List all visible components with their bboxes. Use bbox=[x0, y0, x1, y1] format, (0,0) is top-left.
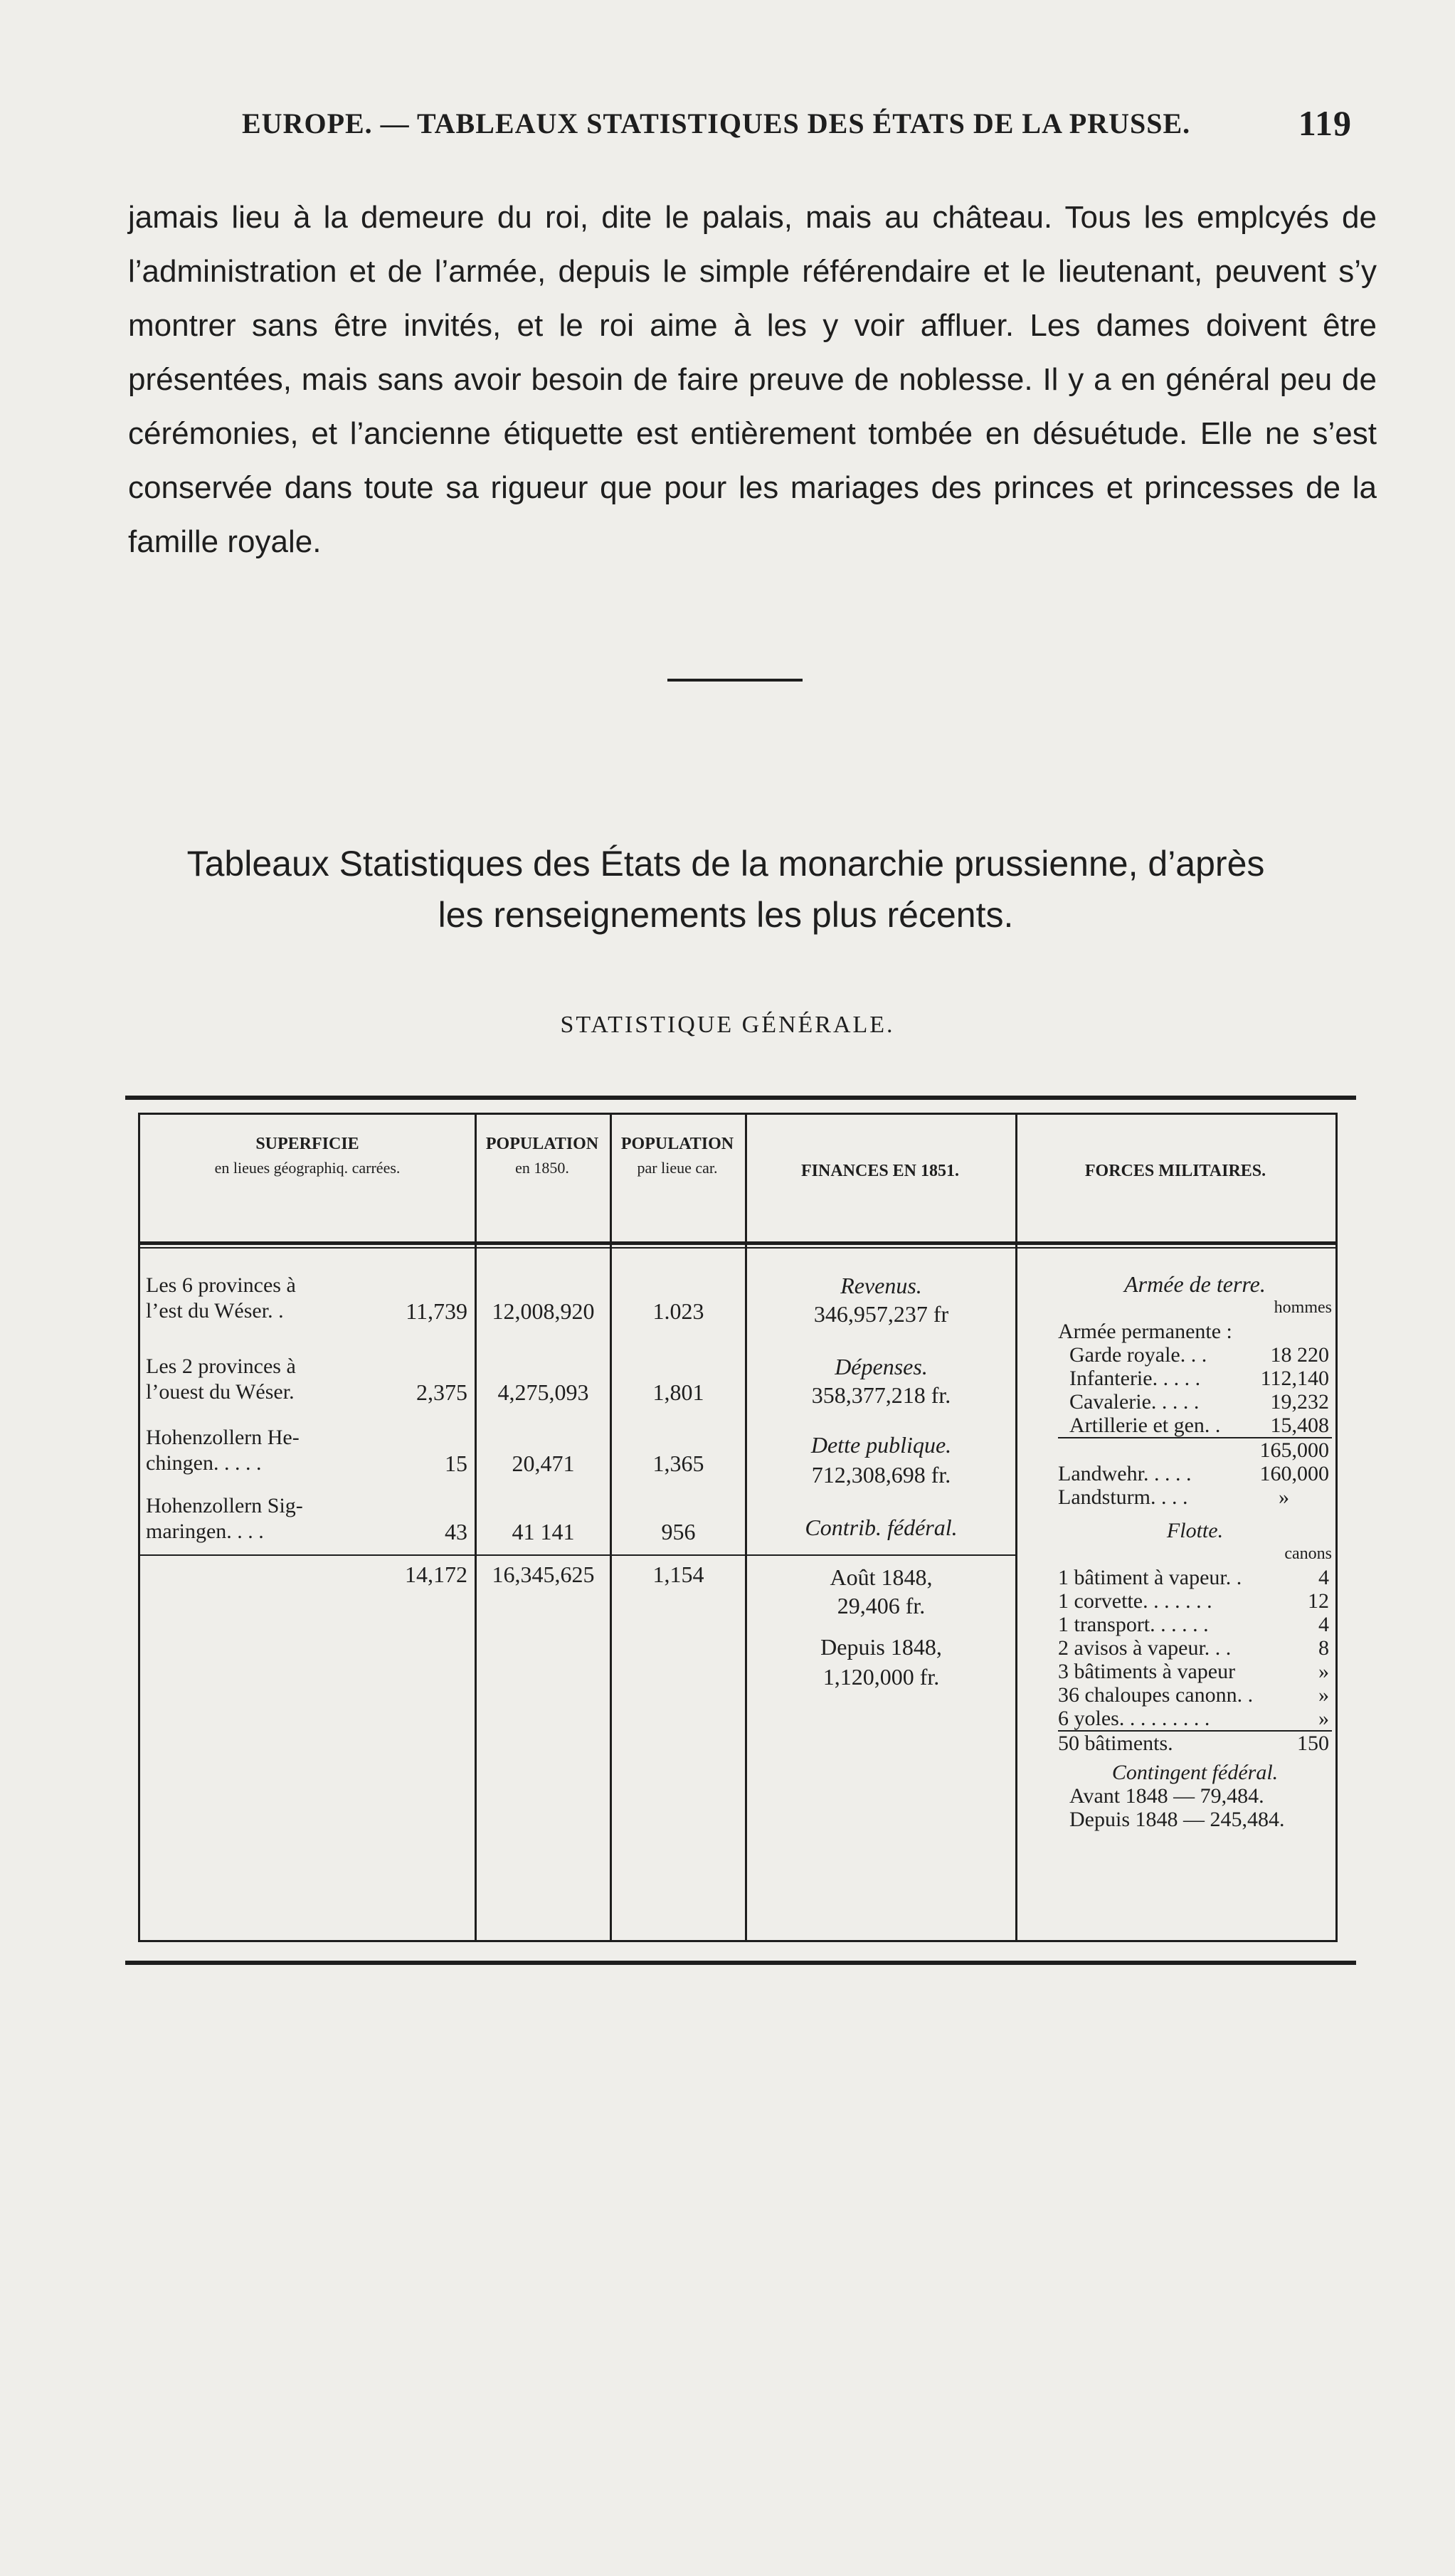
forces-label: Landsturm. . . . bbox=[1058, 1485, 1188, 1509]
contingent-value: 79,484. bbox=[1200, 1784, 1264, 1808]
region-label: l’est du Wéser. . bbox=[146, 1299, 284, 1323]
section-title bbox=[121, 838, 1330, 940]
flotte-row bbox=[1058, 1589, 1332, 1613]
column-divider bbox=[1015, 1115, 1017, 1940]
flotte-total-row bbox=[1058, 1732, 1332, 1755]
region-label: Les 6 provinces à bbox=[146, 1273, 296, 1297]
finance-contrib-label: Contrib. fédéral. bbox=[805, 1515, 958, 1540]
region-label: maringen. . . . bbox=[146, 1520, 264, 1543]
forces-column bbox=[1058, 1273, 1332, 1831]
forces-value: 15,408 bbox=[1270, 1414, 1329, 1437]
header-forces: FORCES MILITAIRES. bbox=[1084, 1162, 1266, 1180]
unit-canons: canons bbox=[1284, 1544, 1332, 1563]
flotte-row bbox=[1058, 1707, 1332, 1732]
cell-population: 12,008,920 bbox=[492, 1298, 595, 1324]
header-finances: FINANCES EN 1851. bbox=[800, 1162, 960, 1180]
forces-row-artillerie bbox=[1058, 1414, 1332, 1438]
cell-superficie: 11,739 bbox=[406, 1298, 467, 1324]
region-label: Hohenzollern Sig- bbox=[146, 1494, 303, 1517]
finance-revenus-label: Revenus. bbox=[840, 1273, 922, 1298]
flotte-value: 4 bbox=[1318, 1613, 1329, 1636]
flotte-label: 1 transport. . . . . . bbox=[1058, 1613, 1209, 1636]
finance-contrib-depuis: Depuis 1848, bbox=[820, 1634, 942, 1660]
forces-value: 160,000 bbox=[1259, 1462, 1329, 1485]
finance-rule bbox=[745, 1554, 1015, 1556]
flotte-label: 1 bâtiment à vapeur. . bbox=[1058, 1566, 1242, 1589]
header-divider bbox=[140, 1241, 1335, 1245]
region-label: Les 2 provinces à bbox=[146, 1355, 296, 1378]
forces-value: 18 220 bbox=[1270, 1343, 1329, 1367]
total-population: 16,345,625 bbox=[492, 1562, 595, 1587]
header-text: en lieues géographiq. carrées. bbox=[214, 1159, 401, 1177]
forces-label: Cavalerie. . . . . bbox=[1069, 1390, 1200, 1414]
cell-superficie: 43 bbox=[445, 1519, 467, 1544]
flotte-label: 36 chaloupes canonn. . bbox=[1058, 1683, 1254, 1707]
flotte-label: 3 bâtiments à vapeur bbox=[1058, 1660, 1236, 1683]
flotte-row bbox=[1058, 1636, 1332, 1660]
header-text: POPULATION bbox=[485, 1135, 599, 1153]
cell-par-lieue: 956 bbox=[661, 1519, 696, 1544]
forces-value: » bbox=[1279, 1485, 1289, 1509]
unit-hommes: hommes bbox=[1274, 1298, 1332, 1317]
forces-label: Artillerie et gen. . bbox=[1069, 1414, 1221, 1437]
running-head bbox=[242, 103, 1352, 143]
section-title-line2: les renseignements les plus récents. bbox=[438, 895, 1014, 935]
section-subtitle: STATISTIQUE GÉNÉRALE. bbox=[560, 1012, 895, 1038]
cell-superficie: 2,375 bbox=[416, 1379, 467, 1405]
cell-population: 41 141 bbox=[512, 1519, 575, 1544]
forces-value: 19,232 bbox=[1270, 1390, 1329, 1414]
forces-value: 112,140 bbox=[1260, 1367, 1329, 1390]
finance-dette-label: Dette publique. bbox=[810, 1432, 952, 1458]
cell-superficie: 15 bbox=[445, 1451, 467, 1476]
region-hechingen bbox=[146, 1425, 381, 1476]
finance-revenus-value: 346,957,237 fr bbox=[813, 1301, 949, 1327]
forces-label: Landwehr. . . . . bbox=[1058, 1462, 1192, 1485]
header-divider bbox=[140, 1247, 1335, 1249]
flotte-value: 150 bbox=[1297, 1732, 1329, 1755]
contingent-row bbox=[1058, 1808, 1332, 1831]
armee-title: Armée de terre. bbox=[1124, 1271, 1266, 1297]
flotte-value: » bbox=[1318, 1683, 1329, 1707]
armee-permanente-label: Armée permanente : bbox=[1058, 1320, 1232, 1343]
header-superficie bbox=[140, 1132, 475, 1180]
forces-label: Garde royale. . . bbox=[1069, 1343, 1207, 1367]
header-text: en 1850. bbox=[515, 1159, 569, 1177]
forces-row-landwehr bbox=[1058, 1462, 1332, 1485]
contingent-row bbox=[1058, 1784, 1332, 1808]
header-text: par lieue car. bbox=[637, 1159, 718, 1177]
running-head-text: EUROPE. — TABLEAUX STATISTIQUES DES ÉTATS DE LA PRUSSE. bbox=[242, 107, 1191, 139]
body-paragraph: jamais lieu à la demeure du roi, dite le palais, mais au château. Tous les emplcyés de l’administration et de l’armée, depuis le simple référendaire et le lieutenant, peuvent s’y montrer sans être invités, et le roi aime à les y voir affluer. Les dames doivent être présentées, mais sans avoir besoin de faire preuve de noblesse. Il y a en général peu de cérémonies, et l’ancienne étiquette est entièrement tombée en désuétude. Elle ne s’est conservée dans toute sa rigueur que pour les mariages des princes et princesses de la famille royale. bbox=[128, 200, 1377, 559]
totals-rule bbox=[140, 1554, 745, 1556]
flotte-label: 1 corvette. . . . . . . bbox=[1058, 1589, 1212, 1613]
header-text: POPULATION bbox=[620, 1135, 734, 1153]
flotte-row bbox=[1058, 1566, 1332, 1589]
flotte-value: 4 bbox=[1318, 1566, 1329, 1589]
flotte-row bbox=[1058, 1660, 1332, 1683]
region-label: chingen. . . . . bbox=[146, 1451, 262, 1475]
forces-row-infanterie bbox=[1058, 1367, 1332, 1390]
flotte-row bbox=[1058, 1613, 1332, 1636]
flotte-row bbox=[1058, 1683, 1332, 1707]
cell-par-lieue: 1,365 bbox=[652, 1451, 704, 1476]
contingent-label: Depuis 1848 — bbox=[1069, 1808, 1205, 1831]
forces-row-garde bbox=[1058, 1343, 1332, 1367]
finance-dette-value: 712,308,698 fr. bbox=[811, 1462, 951, 1488]
flotte-title: Flotte. bbox=[1166, 1519, 1224, 1542]
cell-population: 4,275,093 bbox=[497, 1379, 589, 1405]
contingent-label: Avant 1848 — bbox=[1069, 1784, 1195, 1808]
forces-row-subtotal bbox=[1058, 1438, 1332, 1462]
contingent-value: 245,484. bbox=[1210, 1808, 1285, 1831]
flotte-label: 2 avisos à vapeur. . . bbox=[1058, 1636, 1232, 1660]
header-population-per-lieue bbox=[610, 1132, 745, 1180]
page-number: 119 bbox=[1298, 103, 1352, 143]
forces-row-cavalerie bbox=[1058, 1390, 1332, 1414]
finance-depenses-value: 358,377,218 fr. bbox=[811, 1382, 951, 1408]
statistics-table bbox=[125, 1096, 1356, 1965]
flotte-value: 12 bbox=[1308, 1589, 1329, 1613]
region-west-weser bbox=[146, 1354, 381, 1405]
forces-value: 165,000 bbox=[1259, 1438, 1329, 1462]
contingent-title: Contingent fédéral. bbox=[1111, 1761, 1279, 1784]
flotte-value: » bbox=[1318, 1707, 1329, 1730]
total-par-lieue: 1,154 bbox=[652, 1562, 704, 1587]
finance-contrib-aout-value: 29,406 fr. bbox=[837, 1593, 926, 1618]
region-label: Hohenzollern He- bbox=[146, 1426, 300, 1449]
region-east-weser bbox=[146, 1273, 381, 1324]
cell-par-lieue: 1,801 bbox=[652, 1379, 704, 1405]
flotte-value: 8 bbox=[1318, 1636, 1329, 1660]
total-superficie: 14,172 bbox=[405, 1562, 467, 1587]
finance-contrib-aout: Août 1848, bbox=[830, 1564, 933, 1590]
flotte-label: 6 yoles. . . . . . . . . bbox=[1058, 1707, 1210, 1730]
table-frame bbox=[138, 1113, 1338, 1942]
finance-contrib-depuis-value: 1,120,000 fr. bbox=[822, 1664, 940, 1690]
cell-population: 20,471 bbox=[512, 1451, 575, 1476]
header-population bbox=[475, 1132, 610, 1180]
flotte-label: 50 bâtiments. bbox=[1058, 1732, 1173, 1755]
flotte-value: » bbox=[1318, 1660, 1329, 1683]
region-label: l’ouest du Wéser. bbox=[146, 1380, 295, 1404]
section-title-line1: Tableaux Statistiques des États de la monarchie prussienne, d’après bbox=[186, 844, 1265, 884]
forces-label: Infanterie. . . . . bbox=[1069, 1367, 1201, 1390]
header-text: SUPERFICIE bbox=[255, 1135, 359, 1153]
section-divider bbox=[667, 679, 803, 682]
finance-depenses-label: Dépenses. bbox=[835, 1354, 928, 1379]
cell-par-lieue: 1.023 bbox=[652, 1298, 704, 1324]
forces-row-landsturm bbox=[1058, 1485, 1332, 1509]
region-sigmaringen bbox=[146, 1493, 381, 1544]
